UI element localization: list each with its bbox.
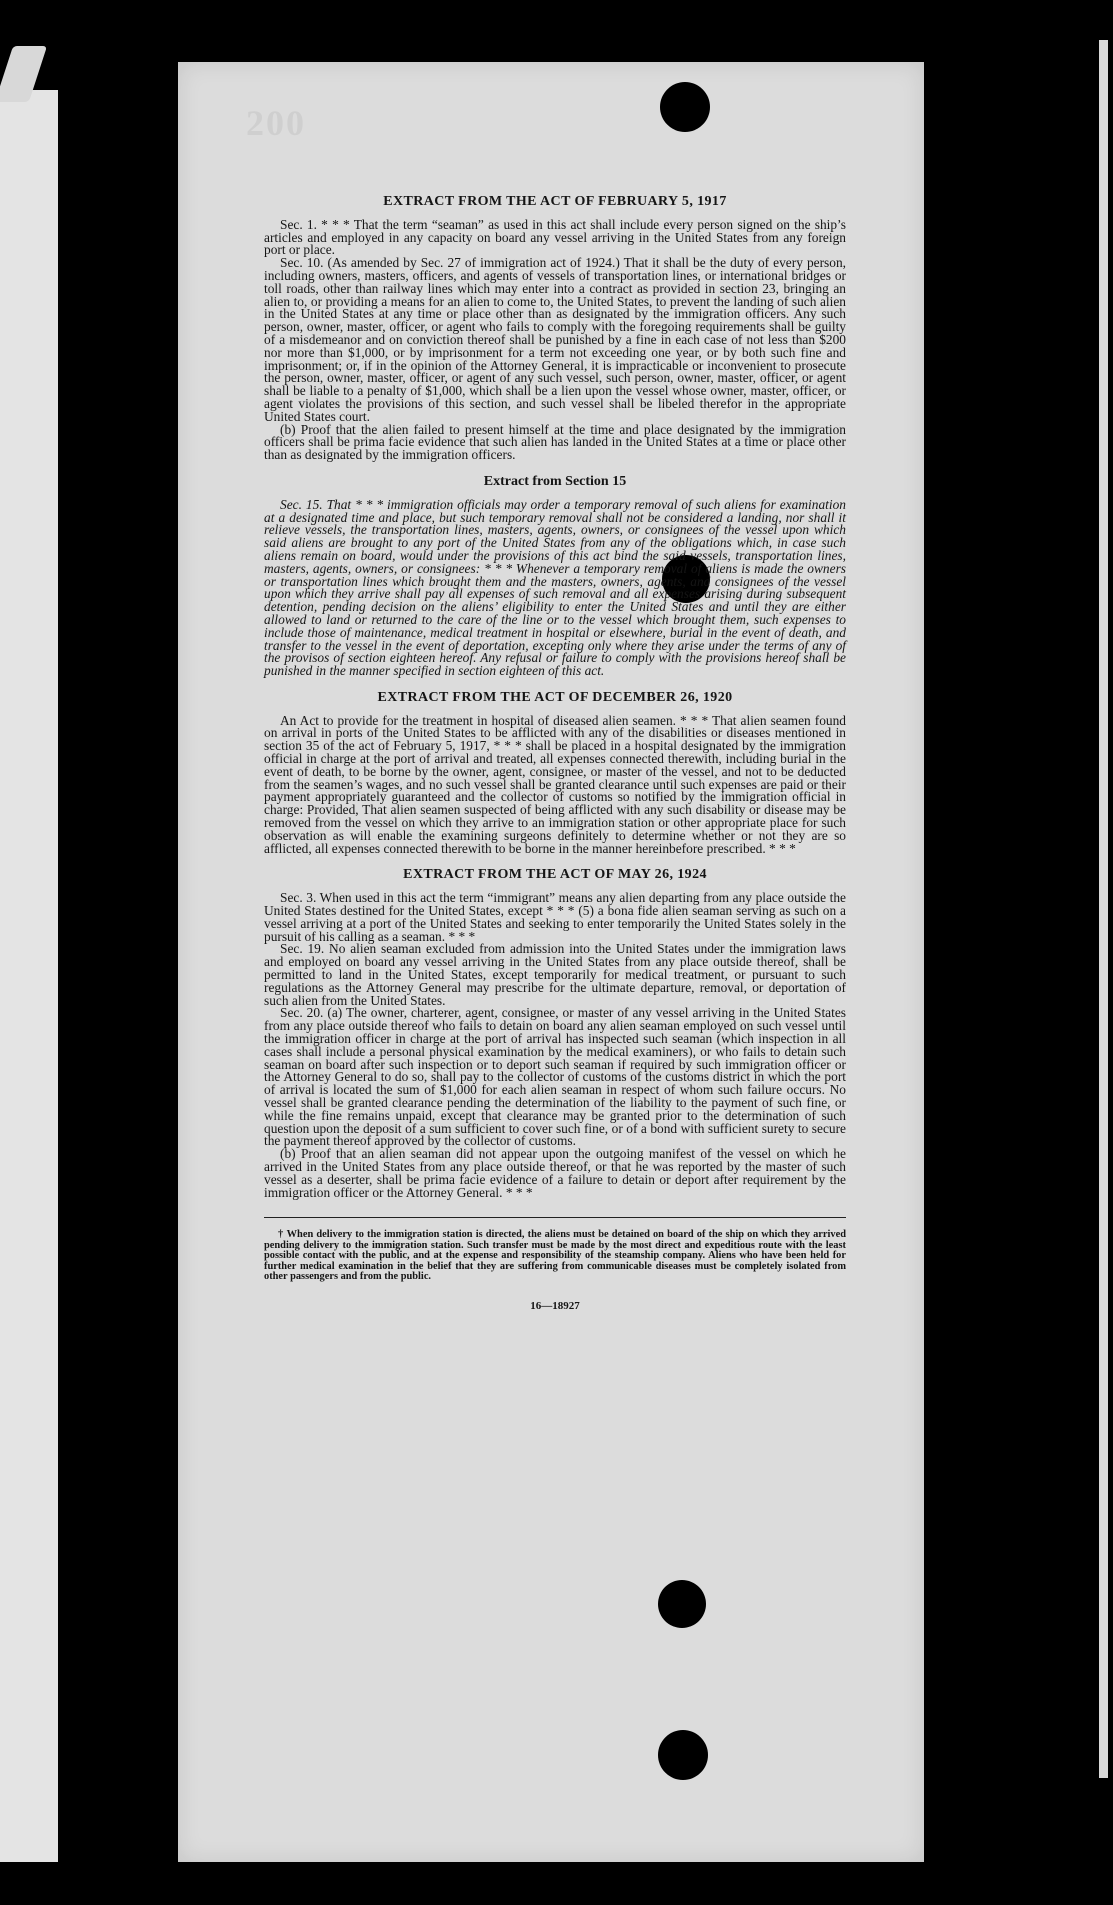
section-subheading: Extract from Section 15	[483, 473, 627, 489]
document-page	[178, 62, 924, 1862]
adjacent-page-right-edge	[1099, 40, 1108, 1778]
footnote-divider	[264, 1217, 846, 1218]
paragraph: Sec. 19. No alien seaman excluded from admission into the United States under the immigration laws and employed on board any vessel arriving in the United States from any place outside thereof, shall be permitted to land in the United States, except temporarily for medical treatment, or pursuant to such regulations as the Attorney General may prescribe for the ultimate departure, removal, or deportation of such alien from the United States.	[264, 941, 846, 1008]
paragraph: Sec. 20. (a) The owner, charterer, agent, consignee, or master of any vessel arriving in the United States from any place outside thereof who fails to detain on board any alien seaman employed on such vessel until the immigration officer in charge at the port of arrival has inspected such seaman (which inspection in all cases shall include a personal physical examination by the medical examiners), or who fails to detain such seaman on board after such inspection or to deport such seaman if required by such immigration officer or the Attorney General to do so, shall pay to the collector of customs of the customs district in which the port of arrival is located the sum of $1,000 for each alien seaman in respect of whom such failure occurs. No vessel shall be granted clearance pending the determination of the liability to the payment of such fine, or while the fine remains unpaid, except that clearance may be granted prior to the determination of such question upon the deposit of a sum sufficient to cover such fine, or of a bond with sufficient surety to secure the payment thereof approved by the collector of customs.	[264, 1005, 846, 1149]
form-number: 16—18927	[530, 1300, 580, 1313]
section-heading: EXTRACT FROM THE ACT OF DECEMBER 26, 1920	[377, 689, 733, 705]
paragraph: (b) Proof that an alien seaman did not appear upon the outgoing manifest of the vessel on which he arrived in the United States from any place outside thereof, or that he was reported by the master of such vessel as a deserter, shall be prima facie evidence of a failure to detain or deport after requirement by the immigration officer or the Attorney General. * * *	[264, 1146, 846, 1200]
section-heading: EXTRACT FROM THE ACT OF FEBRUARY 5, 1917	[383, 194, 727, 209]
punch-hole	[658, 1580, 706, 1628]
adjacent-page-left-edge	[0, 90, 58, 1862]
paragraph: Sec. 15. That * * * immigration officials may order a temporary removal of such aliens for examination at a designated time and place, but such temporary removal shall not be considered a landing, nor shall it relieve vessels, the transportation lines, masters, agents, owners, or consignees of the vessel upon which said aliens are brought to any port of the United States from any of the obligations which, in case such aliens remain on board, would under the provisions of this act bind the said vessels, transportation lines, masters, agents, owners, or consignees: * * * Whenever a temporary removal of aliens is made the owners or transportation lines which brought them and the masters, owners, agents, and consignees of the vessel upon which they arrive shall pay all expenses of such removal and all expenses arising during subsequent detention, pending decision on the aliens’ eligibility to enter the United States and until they are either allowed to land or returned to the care of the line or to the vessel which brought them, such expenses to include those of maintenance, medical treatment in hospital or elsewhere, burial in the event of death, and transfer to the vessel in the event of deportation, excepting only where they arise under the terms of any of the provisos of section eighteen hereof. Any refusal or failure to comply with the provisions hereof shall be punished in the manner specified in section eighteen of this act.	[264, 496, 846, 679]
section-heading: EXTRACT FROM THE ACT OF MAY 26, 1924	[403, 867, 707, 883]
paragraph: (b) Proof that the alien failed to present himself at the time and place designated by the immigration officers shall be prima facie evidence that such alien has landed in the United States at a time or place other than as designated by the immigration officers.	[264, 421, 846, 463]
punch-hole	[658, 1730, 708, 1780]
faint-page-number: 200	[246, 103, 306, 143]
punch-hole	[660, 82, 710, 132]
paragraph: An Act to provide for the treatment in hospital of diseased alien seamen. * * * That alien seamen found on arrival in ports of the United States to be afflicted with any of the disabilities or diseases mentioned in section 35 of the act of February 5, 1917, * * * shall be placed in a hospital designated by the immigration official in charge at the port of arrival and treated, all expenses connected therewith, including burial in the event of death, to be borne by the owner, agent, consignee, or master of the vessel, and not to be deducted from the seamen’s wages, and no such vessel shall be granted clearance until such expenses are paid or their payment appropriately guaranteed and the collector of customs so notified by the immigration official in charge: Provided, That alien seamen suspected of being afflicted with any such disability or disease may be removed from the vessel on which they arrive to an immigration station or other appropriate place for such observation as will enable the examining surgeons definitely to determine whether or not they are so afflicted, all expenses connected therewith to be borne in the manner hereinbefore prescribed. * * *	[264, 712, 846, 856]
document-body	[264, 186, 846, 1313]
paragraph: Sec. 3. When used in this act the term “immigrant” means any alien departing from any place outside the United States destined for the United States, except * * * (5) a bona fide alien seaman serving as such on a vessel arriving at a port of the United States and seeking to enter temporarily the United States solely in the pursuit of his calling as a seaman. * * *	[264, 890, 846, 944]
paragraph: Sec. 10. (As amended by Sec. 27 of immigration act of 1924.) That it shall be the duty of every person, including owners, masters, officers, and agents of vessels of transportation lines, or international bridges or toll roads, other than railway lines which may enter into a contract as provided in section 23, bringing an alien to, or providing a means for an alien to come to, the United States, to prevent the landing of such alien in the United States at any time or place other than as designated by the immigration officers. Any such person, owner, master, officer, or agent who fails to comply with the foregoing requirements shall be guilty of a misdemeanor and on conviction thereof shall be punished by a fine in each case of not less than $200 nor more than $1,000, or by imprisonment for a term not exceeding one year, or by both such fine and imprisonment; or, if in the opinion of the Attorney General, it is impracticable or inconvenient to prosecute the person, owner, master, officer, or agent of any such vessel, such person, owner, master, officer, or agent shall be liable to a penalty of $1,000, which shall be a lien upon the vessel whose owner, master, officer, or agent violates the provisions of this section, and such vessel shall be libeled therefor in the appropriate United States court.	[264, 255, 846, 424]
footnote: † When delivery to the immigration station is directed, the aliens must be detained on board of the ship on which they arrived pending delivery to the immigration station. Such transfer must be made by the most direct and expeditious route with the least possible contact with the public, and at the expense and responsibility of the steamship company. Aliens who have been held for further medical examination in the belief that they are suffering from communicable diseases must be completely isolated from other passengers and from the public.	[264, 1229, 846, 1282]
paragraph: Sec. 1. * * * That the term “seaman” as used in this act shall include every person signed on the ship’s articles and employed in any capacity on board any vessel arriving in the United States from any foreign port or place.	[264, 216, 846, 258]
